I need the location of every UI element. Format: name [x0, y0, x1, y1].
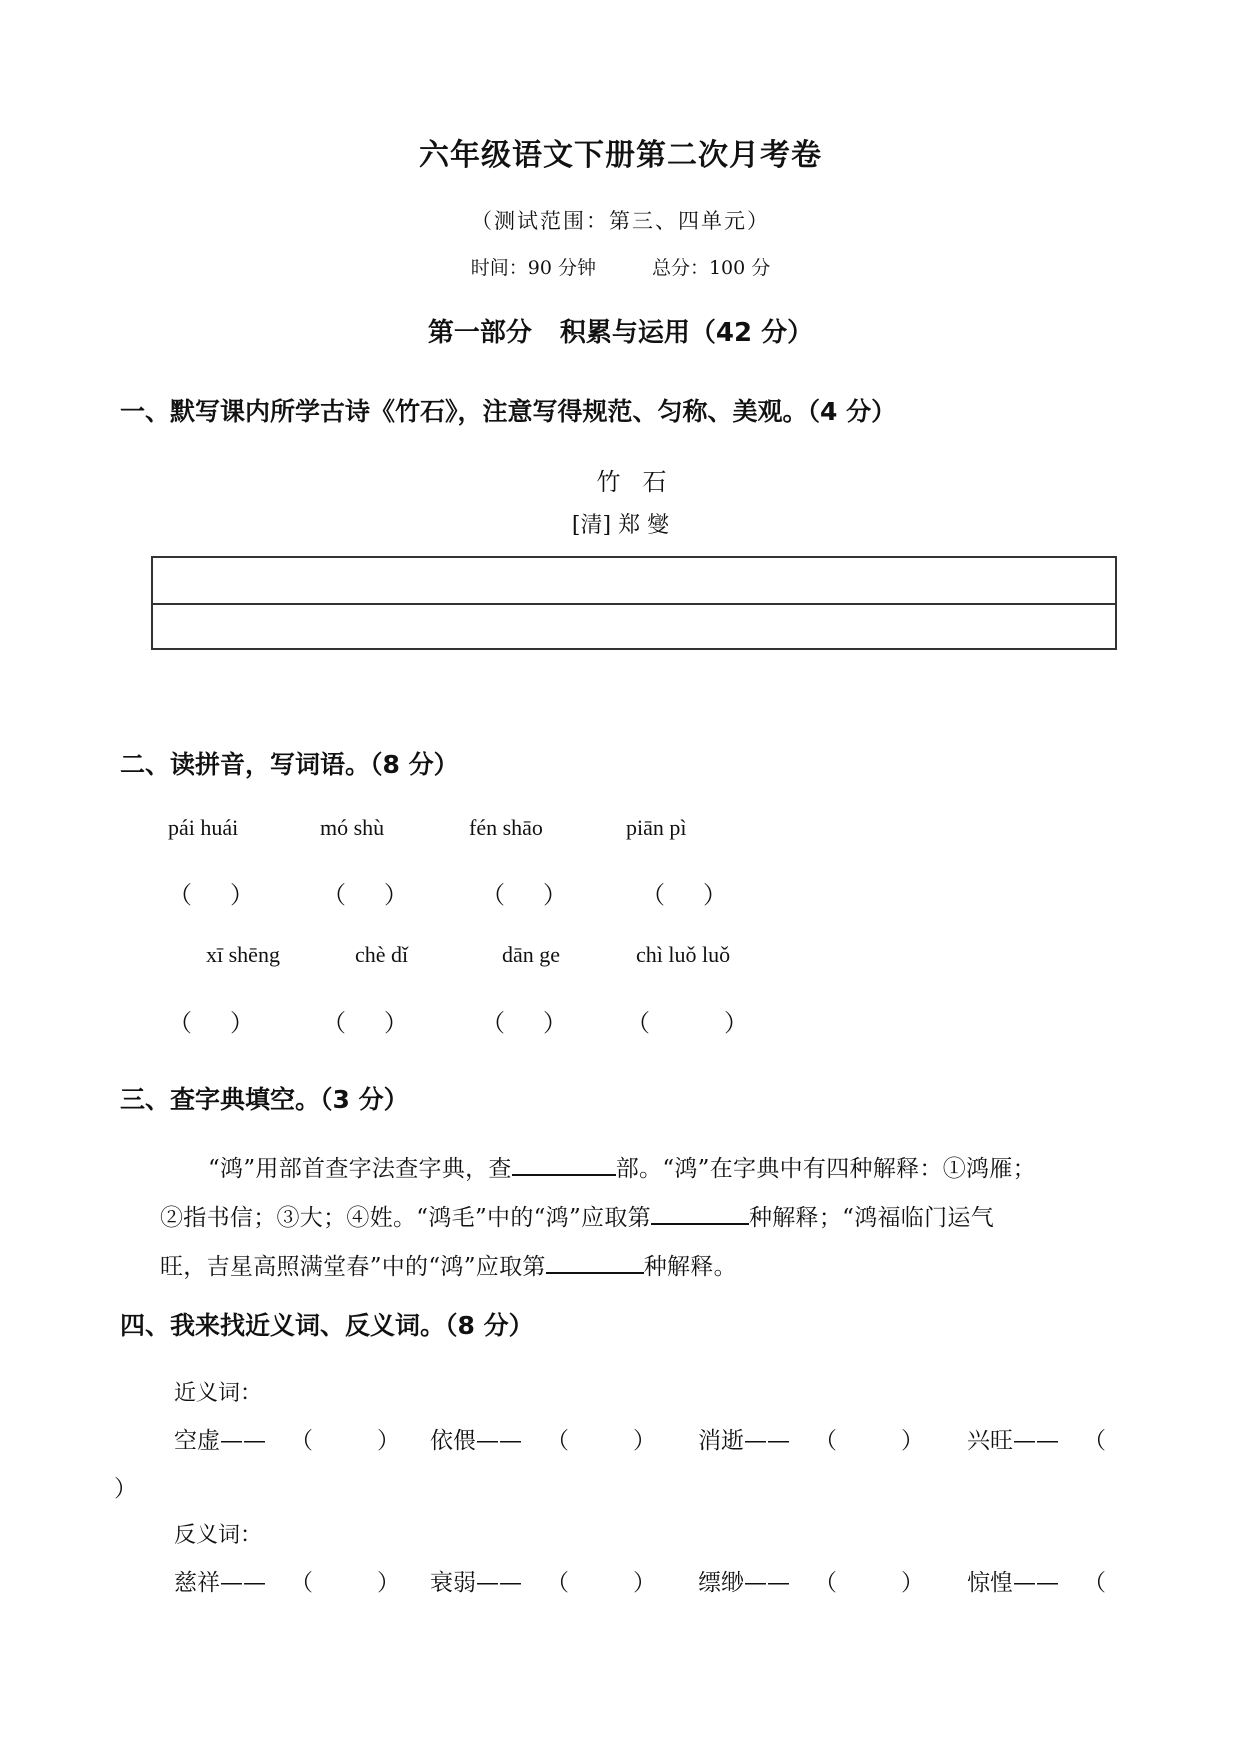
answer-blank-4[interactable]: （ ） — [641, 881, 727, 909]
exam-time: 时间：90 分钟 — [470, 257, 596, 279]
exam-scope: （测试范围：第三、四单元） — [471, 209, 770, 233]
antonym-item-1: 慈祥—— — [174, 1570, 266, 1596]
antonym-label: 反义词： — [174, 1523, 263, 1548]
antonym-blank-3[interactable]: （ ） — [814, 1570, 924, 1596]
poem-author: [清] 郑 燮 — [571, 513, 670, 538]
pinyin-5: xī shēng — [206, 942, 280, 967]
radical-blank[interactable] — [512, 1150, 616, 1176]
synonym-label: 近义词： — [174, 1381, 263, 1406]
pinyin-7: dān ge — [502, 942, 561, 967]
antonym-blank-2[interactable]: （ ） — [546, 1570, 656, 1596]
exam-meta — [0, 253, 1241, 280]
synonym-item-4: 兴旺—— — [967, 1428, 1059, 1454]
question-2-heading: 二、读拼音，写词语。（8 分） — [120, 750, 459, 779]
synonym-item-2: 依偎—— — [430, 1428, 522, 1454]
answer-blank-8[interactable]: （ ） — [626, 1009, 748, 1037]
writing-box-divider — [153, 603, 1115, 605]
part-one-name: 积累与运用（42 分） — [559, 318, 814, 348]
pinyin-3: fén shāo — [469, 815, 543, 840]
meaning-blank-2[interactable] — [546, 1248, 644, 1274]
synonym-blank-3[interactable]: （ ） — [814, 1428, 924, 1454]
dictionary-paragraph-line-1: “鸿”用部首查字法查字典，查 部。“鸿”在字典中有四种解释：①鸿雁； — [208, 1150, 1036, 1183]
dictionary-paragraph-line-3: 旺，吉星高照满堂春”中的“鸿”应取第 种解释。 — [160, 1248, 737, 1281]
synonym-item-3: 消逝—— — [698, 1428, 790, 1454]
synonym-blank-4-open[interactable]: （ — [1083, 1428, 1106, 1454]
synonym-blank-4-close[interactable]: ） — [114, 1476, 137, 1502]
answer-blank-5[interactable]: （ ） — [168, 1009, 254, 1037]
part-one-title — [0, 312, 1241, 349]
antonym-item-2: 衰弱—— — [430, 1570, 522, 1596]
question-4-heading: 四、我来找近义词、反义词。（8 分） — [120, 1311, 534, 1340]
exam-title: 六年级语文下册第二次月考卷 — [419, 138, 822, 173]
part-one-label: 第一部分 — [427, 318, 532, 348]
answer-blank-6[interactable]: （ ） — [322, 1009, 408, 1037]
synonym-blank-2[interactable]: （ ） — [546, 1428, 656, 1454]
answer-blank-2[interactable]: （ ） — [322, 881, 408, 909]
pinyin-8: chì luǒ luǒ — [636, 942, 731, 967]
poem-writing-box[interactable] — [151, 556, 1117, 650]
antonym-item-4: 惊惶—— — [967, 1570, 1059, 1596]
pinyin-4: piān pì — [626, 815, 687, 840]
pinyin-2: mó shù — [320, 815, 385, 840]
exam-total: 总分：100 分 — [651, 257, 771, 279]
answer-blank-7[interactable]: （ ） — [481, 1009, 567, 1037]
question-3-heading: 三、查字典填空。（3 分） — [120, 1085, 409, 1114]
dictionary-paragraph-line-2: ②指书信；③大；④姓。“鸿毛”中的“鸿”应取第 种解释；“鸿福临门运气 — [160, 1199, 994, 1232]
antonym-blank-4-open[interactable]: （ — [1083, 1570, 1106, 1596]
synonym-blank-1[interactable]: （ ） — [290, 1428, 400, 1454]
answer-blank-3[interactable]: （ ） — [481, 881, 567, 909]
pinyin-1: pái huái — [168, 815, 239, 840]
pinyin-6: chè dǐ — [355, 942, 409, 967]
meaning-blank-1[interactable] — [651, 1199, 749, 1225]
answer-blank-1[interactable]: （ ） — [168, 881, 254, 909]
antonym-blank-1[interactable]: （ ） — [290, 1570, 400, 1596]
question-1-heading: 一、默写课内所学古诗《竹石》，注意写得规范、匀称、美观。（4 分） — [120, 397, 897, 426]
antonym-item-3: 缥缈—— — [698, 1570, 790, 1596]
synonym-item-1: 空虚—— — [174, 1428, 266, 1454]
poem-title: 竹石 — [596, 468, 689, 496]
